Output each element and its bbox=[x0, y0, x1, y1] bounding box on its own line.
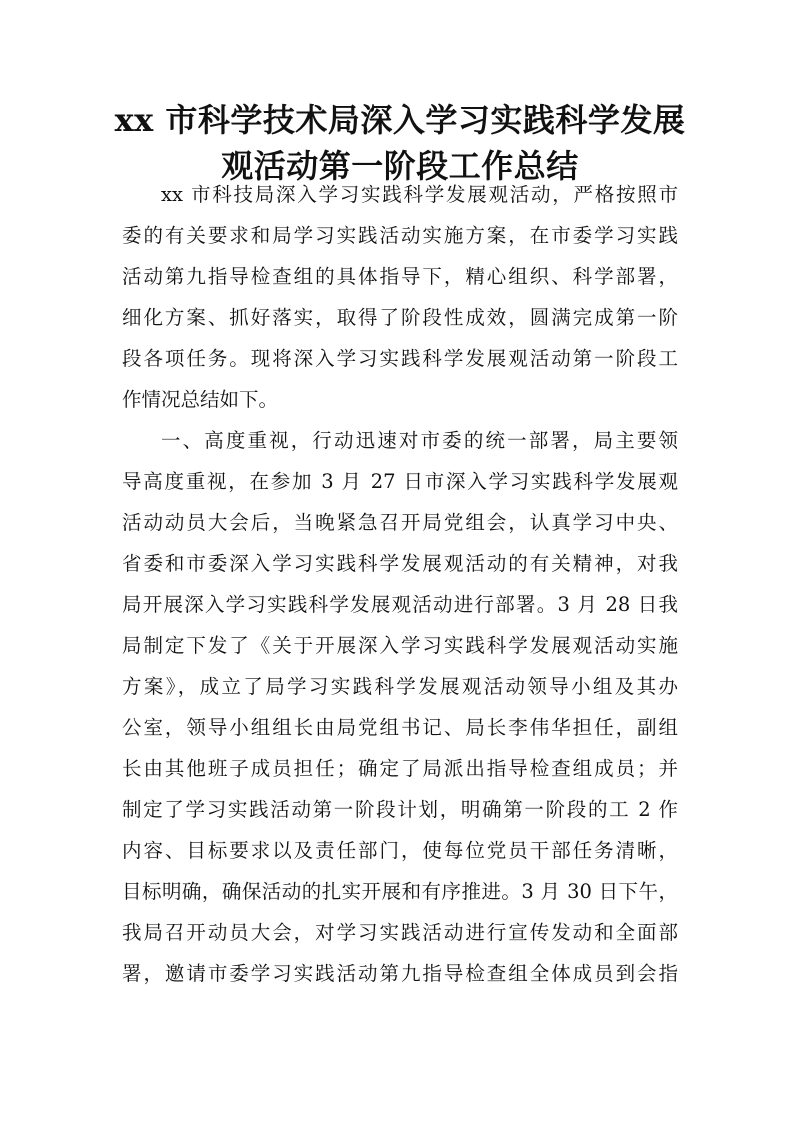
text-line: 长由其他班子成员担任；确定了局派出指导检查组成员；并 bbox=[122, 757, 678, 780]
text-line: 我局召开动员大会，对学习实践活动进行宣传发动和全面部 bbox=[122, 921, 678, 944]
title-line: xx 市科学技术局深入学习实践科学发展 bbox=[114, 101, 686, 139]
document-body bbox=[122, 174, 678, 994]
text-line: 制定了学习实践活动第一阶段计划，明确第一阶段的工 2 作 bbox=[122, 798, 678, 821]
text-line: 活动第九指导检查组的具体指导下，精心组织、科学部署， bbox=[122, 265, 678, 288]
text-line: 内容、目标要求以及责任部门，使每位党员干部任务清晰， bbox=[122, 839, 678, 862]
paragraph-section-one bbox=[122, 420, 678, 994]
text-line: 署，邀请市委学习实践活动第九指导检查组全体成员到会指 bbox=[122, 962, 678, 985]
text-line: 方案》，成立了局学习实践科学发展观活动领导小组及其办 bbox=[122, 675, 678, 698]
text-line: 省委和市委深入学习实践科学发展观活动的有关精神，对我 bbox=[122, 552, 678, 575]
text-line: 局开展深入学习实践科学发展观活动进行部署。3 月 28 日我 bbox=[122, 593, 678, 616]
text-line: 委的有关要求和局学习实践活动实施方案，在市委学习实践 bbox=[122, 224, 678, 247]
text-line: 局制定下发了《关于开展深入学习实践科学发展观活动实施 bbox=[122, 634, 678, 657]
text-line: 目标明确，确保活动的扎实开展和有序推进。3 月 30 日下午， bbox=[122, 880, 678, 903]
text-line: 活动动员大会后，当晚紧急召开局党组会，认真学习中央、 bbox=[122, 511, 678, 534]
paragraph-intro bbox=[122, 174, 678, 420]
text-line: 公室，领导小组组长由局党组书记、局长李伟华担任，副组 bbox=[122, 716, 678, 739]
text-line: xx 市科技局深入学习实践科学发展观活动，严格按照市 bbox=[161, 183, 678, 206]
text-line: 作情况总结如下。 bbox=[122, 388, 279, 411]
title-line: 观活动第一阶段工作总结 bbox=[221, 147, 579, 185]
text-line: 段各项任务。现将深入学习实践科学发展观活动第一阶段工 bbox=[122, 347, 678, 370]
text-line: 导高度重视，在参加 3 月 27 日市深入学习实践科学发展观 bbox=[122, 470, 678, 493]
text-line: 一、高度重视，行动迅速对市委的统一部署，局主要领 bbox=[161, 429, 678, 452]
text-line: 细化方案、抓好落实，取得了阶段性成效，圆满完成第一阶 bbox=[122, 306, 678, 329]
